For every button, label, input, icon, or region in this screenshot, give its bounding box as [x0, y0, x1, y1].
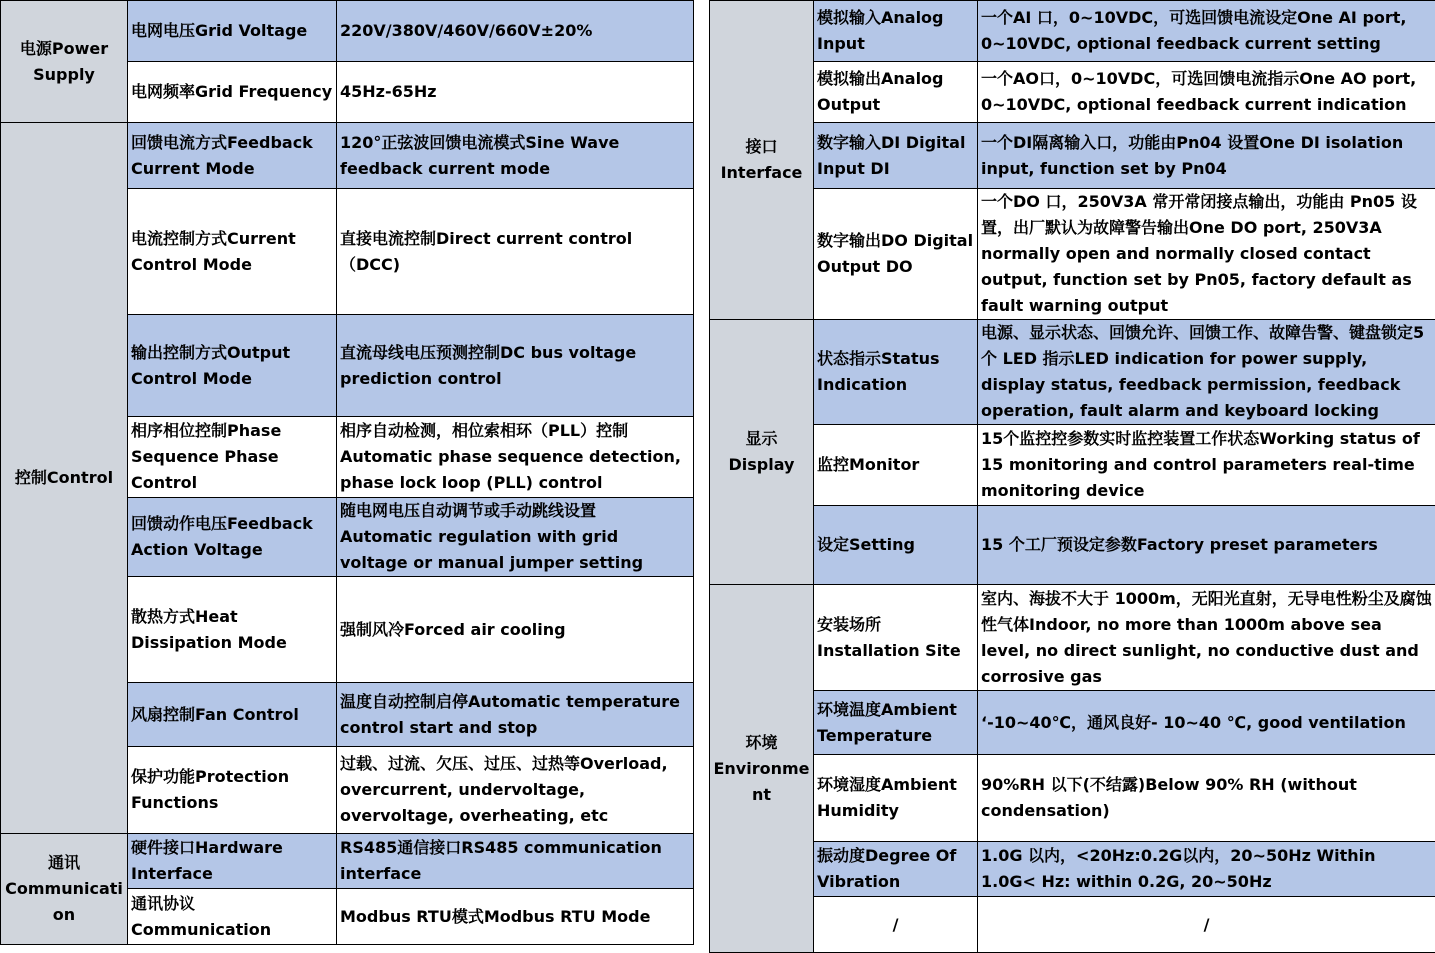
value-communication-protocol: Modbus RTU模式Modbus RTU Mode [337, 889, 694, 945]
value-phase-sequence-control: 相序自动检测，相位索相环（PLL）控制 Automatic phase sequence detection, phase lock loop (PLL) control [337, 417, 694, 498]
category-display: 显示Display [710, 320, 814, 585]
category-control: 控制Control [1, 123, 128, 834]
value-installation-site: 室内、海拔不大于 1000m，无阳光直射，无导电性粉尘及腐蚀性气体Indoor, no more than 1000m above sea level, no direct sunlight, no conductive dust and corrosive gas [978, 585, 1435, 691]
param-phase-sequence-control: 相序相位控制Phase Sequence Phase Control [128, 417, 337, 498]
category-interface: 接口 Interface [710, 1, 814, 320]
param-protection-functions: 保护功能Protection Functions [128, 747, 337, 834]
value-status-indication: 电源、显示状态、回馈允许、回馈工作、故障告警、键盘锁定5个 LED 指示LED indication for power supply, display status, feedback permission, feedback operation, fault alarm and keyboard locking [978, 320, 1435, 425]
value-output-control-mode: 直流母线电压预测控制DC bus voltage prediction control [337, 315, 694, 417]
value-grid-frequency: 45Hz-65Hz [337, 62, 694, 123]
value-grid-voltage: 220V/380V/460V/660V±20% [337, 1, 694, 62]
value-ambient-temperature: ‘-10~40℃，通风良好- 10~40 ℃, good ventilation [978, 691, 1435, 755]
value-monitor: 15个监控控参数实时监控装置工作状态Working status of 15 monitoring and control parameters real-time monitoring device [978, 425, 1435, 506]
value-feedback-action-voltage: 随电网电压自动调节或手动跳线设置 Automatic regulation with grid voltage or manual jumper setting [337, 498, 694, 577]
value-vibration: 1.0G 以内，<20Hz:0.2G以内，20~50Hz Within 1.0G< Hz: within 0.2G, 20~50Hz [978, 842, 1435, 897]
value-digital-output: 一个DO 口，250V3A 常开常闭接点输出，功能由 Pn05 设置，出厂默认为故障警告输出One DO port, 250V3A normally open and normally closed contact output, function set by Pn05, factory default as fault warning output [978, 189, 1435, 320]
category-power-supply: 电源Power Supply [1, 1, 128, 123]
category-environment: 环境 Environment [710, 585, 814, 953]
param-fan-control: 风扇控制Fan Control [128, 683, 337, 747]
param-monitor: 监控Monitor [814, 425, 978, 506]
param-grid-frequency: 电网频率Grid Frequency [128, 62, 337, 123]
value-digital-input: 一个DI隔离输入口，功能由Pn04 设置One DI isolation input, function set by Pn04 [978, 123, 1435, 189]
value-analog-output: 一个AO口，0~10VDC，可选回馈电流指示One AO port, 0~10VDC, optional feedback current indication [978, 62, 1435, 123]
value-heat-dissipation: 强制风冷Forced air cooling [337, 577, 694, 683]
param-empty-slash: / [814, 897, 978, 953]
left-spec-table [0, 0, 694, 945]
value-fan-control: 温度自动控制启停Automatic temperature control start and stop [337, 683, 694, 747]
param-status-indication: 状态指示Status Indication [814, 320, 978, 425]
value-setting: 15 个工厂预设定参数Factory preset parameters [978, 506, 1435, 585]
param-current-control-mode: 电流控制方式Current Control Mode [128, 189, 337, 315]
param-ambient-humidity: 环境湿度Ambient Humidity [814, 755, 978, 842]
value-ambient-humidity: 90%RH 以下(不结露)Below 90% RH (without condensation) [978, 755, 1435, 842]
param-heat-dissipation: 散热方式Heat Dissipation Mode [128, 577, 337, 683]
category-communication: 通讯Communication [1, 834, 128, 945]
param-ambient-temperature: 环境温度Ambient Temperature [814, 691, 978, 755]
value-hardware-interface: RS485通信接口RS485 communication interface [337, 834, 694, 889]
param-hardware-interface: 硬件接口Hardware Interface [128, 834, 337, 889]
param-communication-protocol: 通讯协议 Communication [128, 889, 337, 945]
param-feedback-current-mode: 回馈电流方式Feedback Current Mode [128, 123, 337, 189]
param-grid-voltage: 电网电压Grid Voltage [128, 1, 337, 62]
value-protection-functions: 过载、过流、欠压、过压、过热等Overload, overcurrent, undervoltage, overvoltage, overheating, etc [337, 747, 694, 834]
param-setting: 设定Setting [814, 506, 978, 585]
value-analog-input: 一个AI 口，0~10VDC，可选回馈电流设定One AI port, 0~10VDC, optional feedback current setting [978, 1, 1435, 62]
param-analog-output: 模拟输出Analog Output [814, 62, 978, 123]
param-vibration: 振动度Degree Of Vibration [814, 842, 978, 897]
param-analog-input: 模拟输入Analog Input [814, 1, 978, 62]
value-current-control-mode: 直接电流控制Direct current control （DCC) [337, 189, 694, 315]
value-empty-slash: / [978, 897, 1435, 953]
value-feedback-current-mode: 120°正弦波回馈电流模式Sine Wave feedback current mode [337, 123, 694, 189]
param-digital-input: 数字输入DI Digital Input DI [814, 123, 978, 189]
param-installation-site: 安装场所 Installation Site [814, 585, 978, 691]
param-digital-output: 数字输出DO Digital Output DO [814, 189, 978, 320]
param-output-control-mode: 输出控制方式Output Control Mode [128, 315, 337, 417]
param-feedback-action-voltage: 回馈动作电压Feedback Action Voltage [128, 498, 337, 577]
right-spec-table [709, 0, 1435, 953]
